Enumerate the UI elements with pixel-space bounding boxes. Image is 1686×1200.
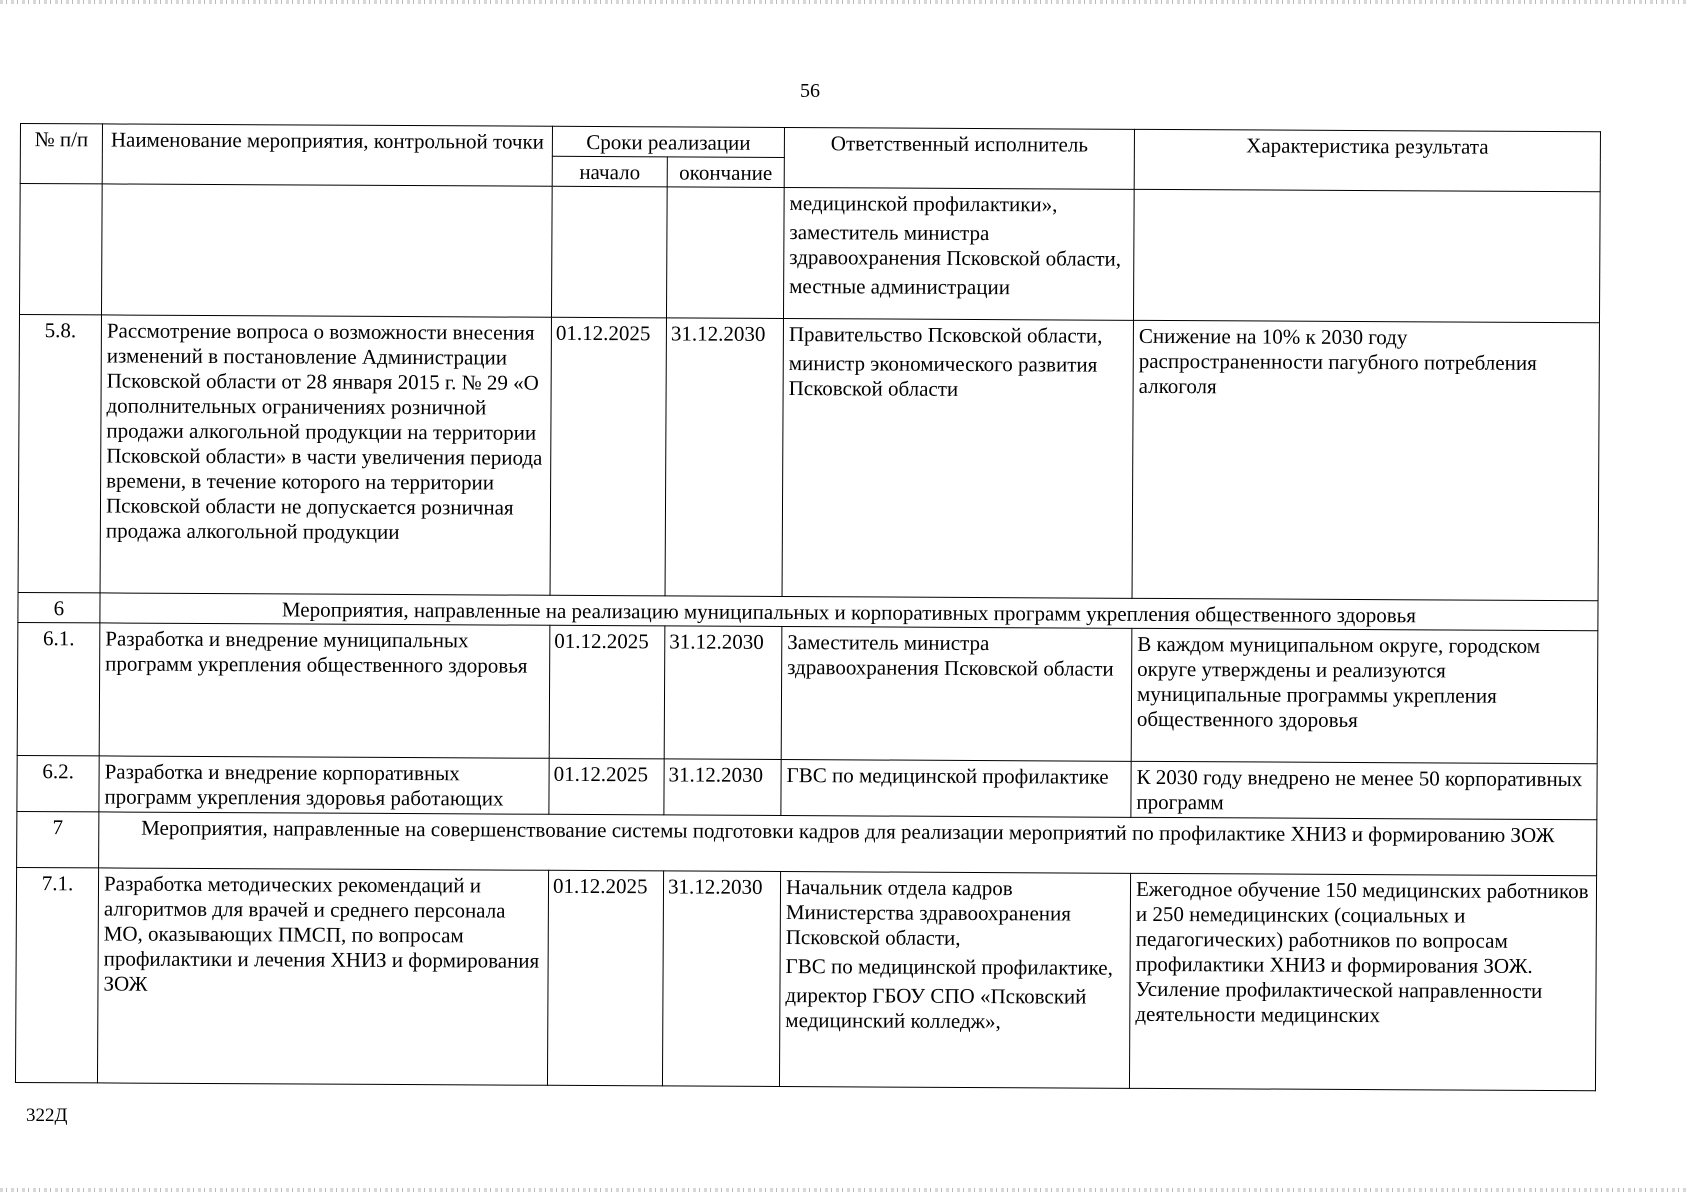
table-row	[18, 315, 1599, 601]
row-num	[19, 184, 102, 315]
responsible-line: местные администрации	[789, 274, 1011, 300]
section-num: 7	[17, 811, 99, 867]
row-end: 31.12.2030	[664, 626, 782, 760]
table-row	[15, 867, 1596, 1090]
row-responsible	[783, 188, 1134, 321]
row-responsible	[782, 319, 1133, 599]
header-result: Характеристика результата	[1134, 129, 1600, 191]
document-code: 322Д	[26, 1105, 68, 1126]
responsible-line: Заместитель министра здравоохранения Псковской области	[787, 630, 1114, 681]
header-end: окончание	[667, 157, 784, 188]
row-start: 01.12.2025	[547, 870, 663, 1086]
row-responsible	[779, 871, 1130, 1088]
section-num: 6	[18, 592, 100, 622]
page-number: 56	[800, 80, 820, 102]
row-name: Разработка и внедрение корпоративных программ укрепления здоровья работающих	[99, 756, 549, 814]
row-end	[666, 187, 784, 319]
row-name: Разработка методических рекомендаций и алгоритмов для врачей и среднего персонала МО, оказывающих ПМСП, по вопросам профилактики и лечения ХНИЗ и формирования ЗОЖ	[97, 868, 548, 1085]
section-title: Мероприятия, направленные на совершенствование системы подготовки кадров для реализации мероприятий по профилактике ХНИЗ и формированию ЗОЖ	[99, 812, 1597, 876]
row-start: 01.12.2025	[550, 317, 666, 596]
scan-edge-bottom	[0, 1188, 1686, 1192]
row-result: Ежегодное обучение 150 медицинских работников и 250 немедицинских (социальных и педагогических) работников по вопросам профилактики ХНИЗ и формирования ЗОЖ. Усиление профилактической направленности деятельности медицинских	[1129, 873, 1596, 1090]
row-responsible	[781, 759, 1131, 817]
row-num: 5.8.	[18, 315, 101, 593]
row-result: В каждом муниципальном округе, городском округе утверждены и реализуются муниципальные программы укрепления общественного здоровья	[1131, 628, 1598, 763]
responsible-line: ГВС по медицинской профилактике,	[785, 954, 1113, 980]
row-num: 7.1.	[15, 867, 98, 1082]
header-num: № п/п	[20, 124, 102, 184]
row-num: 6.2.	[17, 755, 99, 811]
section-title: Мероприятия, направленные на реализацию муниципальных и корпоративных программ укрепления общественного здоровья	[100, 593, 1598, 631]
table-header-row	[20, 124, 1600, 162]
row-start	[551, 186, 667, 318]
row-name	[101, 184, 552, 317]
table-row	[17, 622, 1598, 763]
row-end: 31.12.2030	[664, 759, 781, 816]
table-row	[19, 184, 1600, 323]
responsible-line: Начальник отдела кадров Министерства здравоохранения Псковской области,	[785, 875, 1072, 950]
responsible-line: ГВС по медицинской профилактике	[786, 763, 1109, 789]
row-responsible	[781, 626, 1132, 761]
header-start: начало	[552, 156, 667, 187]
section-row	[17, 811, 1597, 875]
header-period: Сроки реализации	[552, 126, 784, 157]
responsible-line: заместитель министра здравоохранения Псковской области,	[789, 220, 1122, 271]
responsible-line: министр экономического развития Псковской области	[788, 351, 1098, 401]
row-end: 31.12.2030	[665, 318, 783, 597]
table-row	[17, 755, 1597, 819]
row-result	[1133, 189, 1600, 322]
row-result: Снижение на 10% к 2030 году распространенности пагубного потребления алкоголя	[1132, 320, 1599, 600]
row-end: 31.12.2030	[662, 871, 780, 1087]
row-name: Рассмотрение вопроса о возможности внесения изменений в постановление Администрации Псковской области от 28 января 2015 г. № 29 «О дополнительных ограничениях розничной продажи алкогольной продукции на территории Псковской области» в части увеличения периода времени, в течение которого на территории Псковской области не допускается розничная продажа алкогольной продукции	[100, 315, 551, 595]
scan-edge-top	[0, 0, 1686, 4]
row-start: 01.12.2025	[549, 625, 665, 759]
activities-table	[15, 123, 1601, 1091]
header-name: Наименование мероприятия, контрольной точки	[102, 124, 552, 186]
responsible-line: медицинской профилактики»,	[789, 191, 1058, 217]
row-name: Разработка и внедрение муниципальных программ укрепления общественного здоровья	[99, 623, 550, 758]
row-num: 6.1.	[17, 622, 100, 755]
row-start: 01.12.2025	[549, 758, 664, 815]
responsible-line: директор ГБОУ СПО «Псковский медицинский колледж»,	[785, 983, 1087, 1034]
row-result: К 2030 году внедрено не менее 50 корпоративных программ	[1131, 761, 1597, 819]
header-responsible: Ответственный исполнитель	[784, 128, 1134, 190]
responsible-line: Правительство Псковской области,	[788, 322, 1103, 348]
